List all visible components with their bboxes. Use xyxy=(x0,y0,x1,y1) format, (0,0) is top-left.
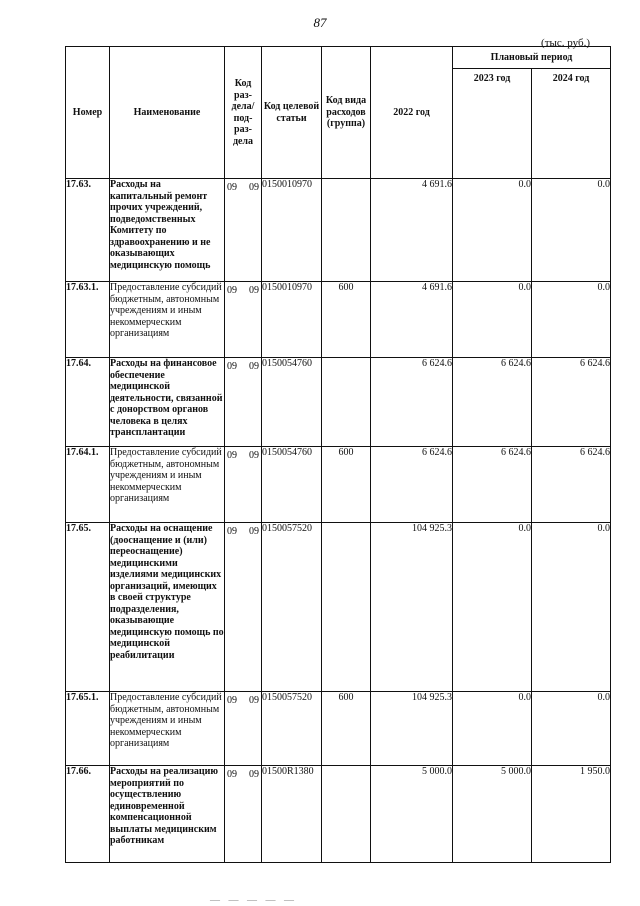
header-section-code: Код раз-дела/ под-раз-дела xyxy=(225,47,262,179)
row-section-code xyxy=(225,282,262,358)
row-amount-2023: 5 000.0 xyxy=(453,766,532,863)
row-section-code xyxy=(225,523,262,692)
row-name: Расходы на капитальный ремонт прочих учреждений, подведомственных Комитету по здравоохранению и не оказывающих медицинскую помощь xyxy=(110,179,225,282)
row-section: 09 xyxy=(227,361,237,372)
table-body xyxy=(66,179,611,863)
header-expense-type: Код вида расходов (группа) xyxy=(322,47,371,179)
row-amount-2024: 1 950.0 xyxy=(532,766,611,863)
row-subsection: 09 xyxy=(249,526,259,537)
row-amount-2022: 104 925.3 xyxy=(371,692,453,766)
row-section: 09 xyxy=(227,450,237,461)
row-number: 17.63. xyxy=(66,179,110,282)
row-section: 09 xyxy=(227,769,237,780)
row-subsection: 09 xyxy=(249,182,259,193)
table-row xyxy=(66,692,611,766)
row-target-code: 0150054760 xyxy=(262,447,322,523)
row-number: 17.64. xyxy=(66,358,110,447)
row-amount-2022: 6 624.6 xyxy=(371,358,453,447)
row-amount-2022: 5 000.0 xyxy=(371,766,453,863)
row-amount-2023: 6 624.6 xyxy=(453,358,532,447)
row-amount-2023: 0.0 xyxy=(453,282,532,358)
row-target-code: 0150057520 xyxy=(262,523,322,692)
units-label: (тыс. руб.) xyxy=(541,37,590,49)
row-amount-2024: 0.0 xyxy=(532,523,611,692)
row-subsection: 09 xyxy=(249,450,259,461)
row-amount-2022: 4 691.6 xyxy=(371,282,453,358)
header-number: Номер xyxy=(66,47,110,179)
row-subsection: 09 xyxy=(249,769,259,780)
row-target-code: 01500R1380 xyxy=(262,766,322,863)
row-name: Предоставление субсидий бюджетным, автономным учреждениям и иным некоммерческим организациям xyxy=(110,692,225,766)
row-amount-2024: 0.0 xyxy=(532,179,611,282)
row-target-code: 0150010970 xyxy=(262,179,322,282)
row-name: Предоставление субсидий бюджетным, автономным учреждениям и иным некоммерческим организациям xyxy=(110,447,225,523)
header-planned-period: Плановый период xyxy=(453,47,611,69)
row-subsection: 09 xyxy=(249,361,259,372)
row-amount-2023: 0.0 xyxy=(453,692,532,766)
row-target-code: 0150010970 xyxy=(262,282,322,358)
row-amount-2024: 0.0 xyxy=(532,282,611,358)
table-row xyxy=(66,179,611,282)
row-expense-type: 600 xyxy=(322,692,371,766)
row-name: Предоставление субсидий бюджетным, автономным учреждениям и иным некоммерческим организациям xyxy=(110,282,225,358)
row-name: Расходы на финансовое обеспечение медицинской деятельности, связанной с донорством органов человека в целях трансплантации xyxy=(110,358,225,447)
row-expense-type xyxy=(322,179,371,282)
table-row xyxy=(66,766,611,863)
row-expense-type xyxy=(322,523,371,692)
row-section-code xyxy=(225,179,262,282)
row-number: 17.64.1. xyxy=(66,447,110,523)
header-target-code: Код целевой статьи xyxy=(262,47,322,179)
row-subsection: 09 xyxy=(249,285,259,296)
row-section: 09 xyxy=(227,285,237,296)
row-number: 17.65.1. xyxy=(66,692,110,766)
row-target-code: 0150054760 xyxy=(262,358,322,447)
table-row xyxy=(66,282,611,358)
table-row xyxy=(66,523,611,692)
row-expense-type: 600 xyxy=(322,282,371,358)
header-2022: 2022 год xyxy=(371,47,453,179)
row-name: Расходы на оснащение (дооснащение и (или) переоснащение) медицинскими изделиями медицинских организаций, имеющих в своей структуре подразделения, оказывающие медицинскую помощь по медицинской реабилитации xyxy=(110,523,225,692)
row-amount-2023: 0.0 xyxy=(453,523,532,692)
page-number: 87 xyxy=(313,15,327,30)
row-number: 17.63.1. xyxy=(66,282,110,358)
header-2024: 2024 год xyxy=(532,69,611,179)
row-expense-type xyxy=(322,766,371,863)
row-amount-2023: 6 624.6 xyxy=(453,447,532,523)
budget-table xyxy=(65,46,611,863)
row-subsection: 09 xyxy=(249,695,259,706)
row-section: 09 xyxy=(227,526,237,537)
row-amount-2024: 0.0 xyxy=(532,692,611,766)
row-section-code xyxy=(225,358,262,447)
row-number: 17.65. xyxy=(66,523,110,692)
footer-scan-marks: — — — — — xyxy=(210,895,297,906)
row-amount-2022: 6 624.6 xyxy=(371,447,453,523)
row-amount-2022: 4 691.6 xyxy=(371,179,453,282)
header-name: Наименование xyxy=(110,47,225,179)
row-section-code xyxy=(225,766,262,863)
table-row xyxy=(66,358,611,447)
row-amount-2024: 6 624.6 xyxy=(532,358,611,447)
row-section: 09 xyxy=(227,695,237,706)
row-expense-type xyxy=(322,358,371,447)
row-number: 17.66. xyxy=(66,766,110,863)
table-row xyxy=(66,447,611,523)
row-amount-2022: 104 925.3 xyxy=(371,523,453,692)
row-target-code: 0150057520 xyxy=(262,692,322,766)
header-2023: 2023 год xyxy=(453,69,532,179)
row-section: 09 xyxy=(227,182,237,193)
row-section-code xyxy=(225,692,262,766)
row-expense-type: 600 xyxy=(322,447,371,523)
row-section-code xyxy=(225,447,262,523)
row-amount-2024: 6 624.6 xyxy=(532,447,611,523)
row-amount-2023: 0.0 xyxy=(453,179,532,282)
row-name: Расходы на реализацию мероприятий по осуществлению единовременной компенсационной выплаты медицинским работникам xyxy=(110,766,225,863)
